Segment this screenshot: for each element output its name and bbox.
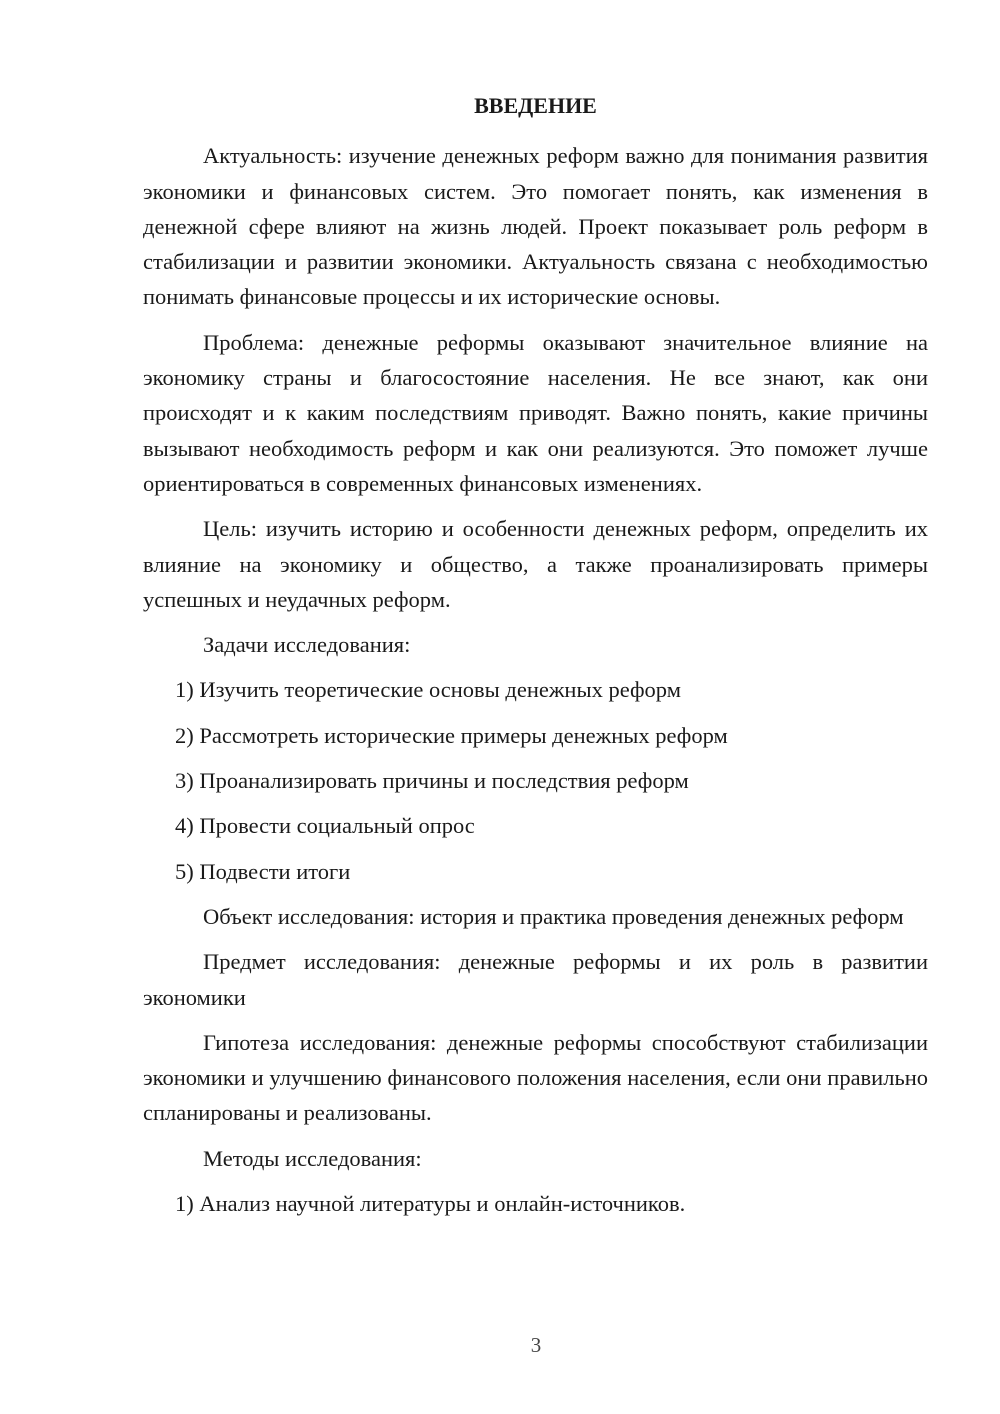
relevance-paragraph: Актуальность: изучение денежных реформ важно для понимания развития экономики и финансовых систем. Это помогает понять, как изменения в денежной сфере влияют на жизнь людей. Проект показывает роль реформ в стабилизации и развитии экономики. Актуальность связана с необходимостью понимать финансовые процессы и их исторические основы.	[143, 143, 928, 310]
hypothesis-paragraph: Гипотеза исследования: денежные реформы способствуют стабилизации экономики и улучшению финансового положения населения, если они правильно спланированы и реализованы.	[143, 1029, 928, 1126]
list-item: 1) Изучить теоретические основы денежных реформ	[175, 677, 681, 703]
list-item: 4) Провести социальный опрос	[175, 813, 475, 839]
subject-paragraph: Предмет исследования: денежные реформы и их роль в развитии экономики	[143, 949, 928, 1010]
list-item: 1) Анализ научной литературы и онлайн-источников.	[175, 1191, 686, 1217]
problem-paragraph: Проблема: денежные реформы оказывают значительное влияние на экономику страны и благосостояние населения. Не все знают, как они происходят и к каким последствиям приводят. Важно понять, какие причины вызывают необходимость реформ и как они реализуются. Это поможет лучше ориентироваться в современных финансовых изменениях.	[143, 329, 928, 496]
object-paragraph: Объект исследования: история и практика проведения денежных реформ	[203, 903, 904, 929]
methods-list	[143, 1186, 928, 1221]
methods-heading: Методы исследования:	[203, 1145, 422, 1171]
tasks-list	[143, 672, 928, 888]
list-item: 3) Проанализировать причины и последствия реформ	[175, 768, 689, 794]
list-item: 2) Рассмотреть исторические примеры денежных реформ	[175, 722, 728, 748]
page-title: ВВЕДЕНИЕ	[474, 93, 597, 118]
tasks-heading: Задачи исследования:	[203, 632, 411, 658]
goal-paragraph: Цель: изучить историю и особенности денежных реформ, определить их влияние на экономику и общество, а также проанализировать примеры успешных и неудачных реформ.	[143, 516, 928, 612]
document-page	[143, 88, 928, 1231]
page-number: 3	[530, 1333, 542, 1357]
list-item: 5) Подвести итоги	[175, 858, 351, 884]
